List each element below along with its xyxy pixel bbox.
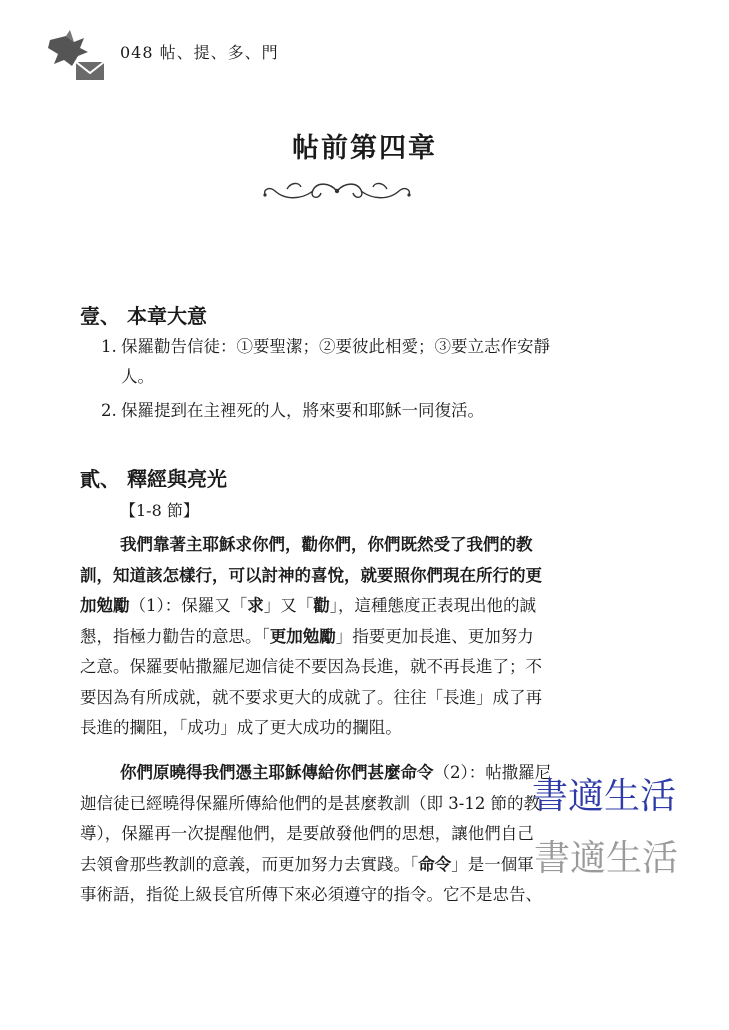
list-number: 1. (101, 337, 117, 356)
list-number: 2. (101, 401, 117, 420)
header-text: 048 帖、提、多、門 (120, 43, 279, 62)
paragraph-verses-1 (80, 530, 610, 744)
list-item (101, 332, 611, 392)
text-line: 長進的攔阻，「成功」成了更大成功的攔阻。 (80, 718, 402, 737)
text-line: 之意。保羅要帖撒羅尼迦信徒不要因為長進，就不再長進了；不 (80, 657, 542, 676)
list-text: 保羅提到在主裡死的人，將來要和耶穌一同復活。 (121, 401, 484, 420)
text-line: 訓，知道該怎樣行，可以討神的喜悅，就要照你們現在所行的更 (80, 565, 542, 585)
text-line: 加勉勵（1）：保羅又「求」又「勸」，這種態度正表現出他的誠 (80, 596, 536, 615)
list-item (101, 396, 611, 426)
text-line: 要因為有所成就，就不要求更大的成就了。往往「長進」成了再 (80, 687, 542, 707)
watermark-blue: 書適生活 (532, 776, 677, 817)
list-text: 保羅勸告信徒：①要聖潔；②要彼此相愛；③要立志作安靜 (121, 337, 550, 356)
scroll-ornament-icon (257, 174, 417, 208)
text-line: 迦信徒已經曉得保羅所傳給他們的是甚麼教訓（即 3-12 節的教 (80, 793, 541, 813)
list-text-continuation: 人。 (121, 367, 154, 386)
text-line: 我們靠著主耶穌求你們，勸你們，你們既然受了我們的教 (120, 535, 533, 554)
text-line: 你們原曉得我們憑主耶穌傳給你們甚麼命令（2）：帖撒羅尼 (120, 763, 552, 782)
text-line: 懇，指極力勸告的意思。「更加勉勵」指要更加長進、更加努力 (80, 626, 534, 646)
text-line: 事術語，指從上級長官所傳下來必須遵守的指令。它不是忠告、 (80, 885, 542, 904)
verse-reference: 【1-8 節】 (120, 501, 199, 520)
text-line: 去領會那些教訓的意義，而更加努力去實踐。「命令」是一個軍 (80, 854, 534, 874)
chapter-title: 帖前第四章 (292, 133, 437, 164)
section-heading-summary: 壹、 本章大意 (80, 304, 207, 328)
paragraph-verse-2 (80, 758, 610, 911)
text-line: 導），保羅再一次提醒他們，是要啟發他們的思想，讓他們自己 (80, 824, 534, 843)
section-heading-exegesis: 貳、 釋經與亮光 (80, 467, 227, 491)
dove-envelope-icon (44, 26, 108, 84)
page-header (44, 26, 344, 84)
watermark-gray: 書適生活 (534, 838, 679, 879)
